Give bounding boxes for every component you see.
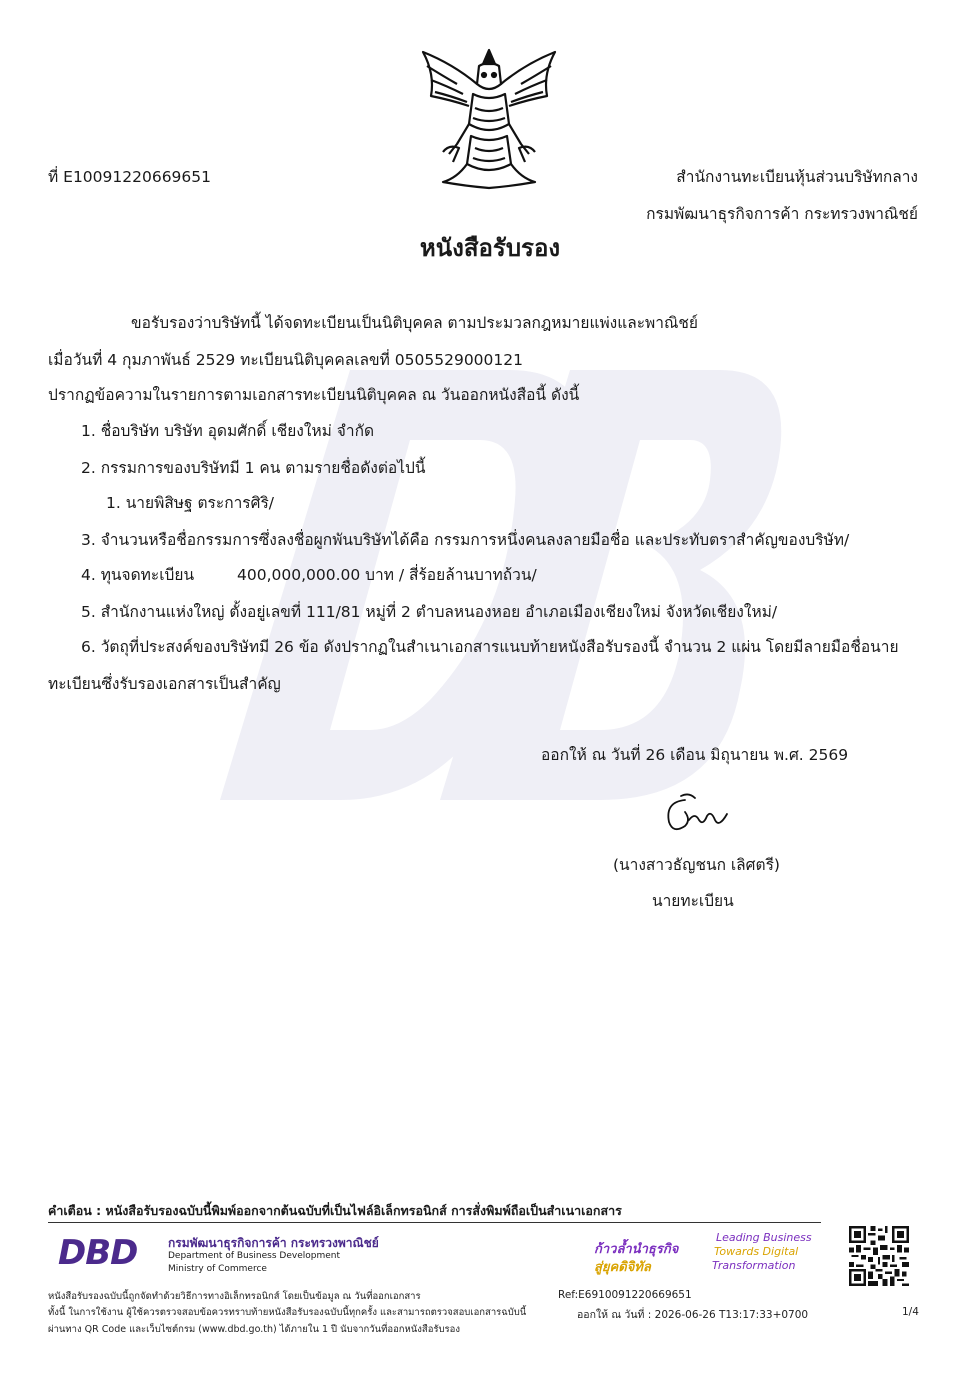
- item-objectives-cont: ทะเบียนซึ่งรับรองเอกสารเป็นสำคัญ: [48, 675, 281, 693]
- footer-divider: [48, 1222, 821, 1223]
- verification-qr-code-icon[interactable]: [849, 1226, 909, 1286]
- footer-note-1: หนังสือรับรองฉบับนี้ถูกจัดทำด้วยวิธีการทางอิเล็กทรอนิกส์ โดยเป็นข้อมูล ณ วันที่ออกเอกสาร: [48, 1291, 421, 1302]
- item-company-name: 1. ชื่อบริษัท บริษัท อุดมศักดิ์ เชียงใหม่ จำกัด: [81, 422, 375, 440]
- registrar-name: (นางสาวธัญชนก เลิศตรี): [613, 856, 780, 874]
- slogan-thai-line-2: สู่ยุคดิจิทัล: [594, 1260, 651, 1275]
- office-name: สำนักงานทะเบียนหุ้นส่วนบริษัทกลาง: [676, 168, 918, 186]
- garuda-emblem-icon: [413, 44, 565, 194]
- item-directors-count: 2. กรรมการของบริษัทมี 1 คน ตามรายชื่อดังต่อไปนี้: [81, 459, 426, 477]
- item-director-1: 1. นายพิสิษฐ ตระการศิริ/: [106, 494, 274, 512]
- slogan-english-line-1: Leading Business: [716, 1231, 812, 1244]
- issued-timestamp: ออกให้ ณ วันที่ : 2026-06-26 T13:17:33+0700: [577, 1309, 809, 1321]
- item-signing-authority: 3. จำนวนหรือชื่อกรรมการซึ่งลงชื่อผูกพันบริษัทได้คือ กรรมการหนึ่งคนลงลายมือชื่อ และประทับตราสำคัญของบริษัท/: [81, 531, 850, 549]
- document-number: ที่ E10091220669651: [48, 168, 211, 186]
- ministry-name-english: Ministry of Commerce: [168, 1264, 267, 1274]
- footer-note-2: ทั้งนี้ ในการใช้งาน ผู้ใช้ควรตรวจสอบข้อควรทราบท้ายหนังสือรับรองฉบับนี้ทุกครั้ง และสามารถตรวจสอบเอกสารฉบับนี้: [48, 1307, 527, 1318]
- issue-date: ออกให้ ณ วันที่ 26 เดือน มิถุนายน พ.ศ. 2569: [541, 746, 849, 764]
- dbd-logo-text: DBD: [58, 1233, 138, 1273]
- registrar-signature: [655, 790, 735, 840]
- slogan-english-line-3: Transformation: [712, 1259, 796, 1272]
- reference-number: Ref:E6910091220669651: [558, 1289, 692, 1301]
- copy-warning: คำเตือน : หนังสือรับรองฉบับนี้พิมพ์ออกจากต้นฉบับที่เป็นไฟล์อิเล็กทรอนิกส์ การสั่งพิมพ์ถือเป็นสำเนาเอกสาร: [48, 1203, 622, 1218]
- page-number: 1/4: [902, 1306, 919, 1318]
- intro-line-3: ปรากฏข้อความในรายการตามเอกสารทะเบียนนิติบุคคล ณ วันออกหนังสือนี้ ดังนี้: [48, 386, 580, 404]
- dbd-name-english: Department of Business Development: [168, 1251, 340, 1261]
- document-title: หนังสือรับรอง: [419, 234, 561, 262]
- intro-line-2: เมื่อวันที่ 4 กุมภาพันธ์ 2529 ทะเบียนนิติบุคคลเลขที่ 0505529000121: [48, 351, 523, 369]
- intro-line-1: ขอรับรองว่าบริษัทนี้ ได้จดทะเบียนเป็นนิติบุคคล ตามประมวลกฎหมายแพ่งและพาณิชย์: [131, 314, 698, 332]
- item-capital-label: 4. ทุนจดทะเบียน: [81, 566, 195, 584]
- item-head-office: 5. สำนักงานแห่งใหญ่ ตั้งอยู่เลขที่ 111/81 หมู่ที่ 2 ตำบลหนองหอย อำเภอเมืองเชียงใหม่ จังหวัดเชียงใหม่/: [81, 603, 778, 621]
- footer-note-3: ผ่านทาง QR Code และเว็บไซต์กรม (www.dbd.go.th) ได้ภายใน 1 ปี นับจากวันที่ออกหนังสือรับรอง: [48, 1324, 461, 1335]
- registrar-title: นายทะเบียน: [652, 892, 734, 910]
- item-capital-value: 400,000,000.00 บาท / สี่ร้อยล้านบาทถ้วน/: [237, 566, 537, 584]
- dbd-logo: [58, 1233, 162, 1273]
- slogan-english-line-2: Towards Digital: [714, 1245, 799, 1258]
- item-objectives: 6. วัตถุที่ประสงค์ของบริษัทมี 26 ข้อ ดังปรากฏในสำเนาเอกสารแนบท้ายหนังสือรับรองนี้ จำนวน 2 แผ่น โดยมีลายมือชื่อนาย: [81, 638, 899, 656]
- slogan-thai-line-1: ก้าวล้ำนำธุรกิจ: [594, 1242, 679, 1257]
- dbd-name-thai: กรมพัฒนาธุรกิจการค้า กระทรวงพาณิชย์: [168, 1236, 379, 1250]
- department-name: กรมพัฒนาธุรกิจการค้า กระทรวงพาณิชย์: [646, 205, 918, 223]
- dbd-watermark: [180, 330, 800, 850]
